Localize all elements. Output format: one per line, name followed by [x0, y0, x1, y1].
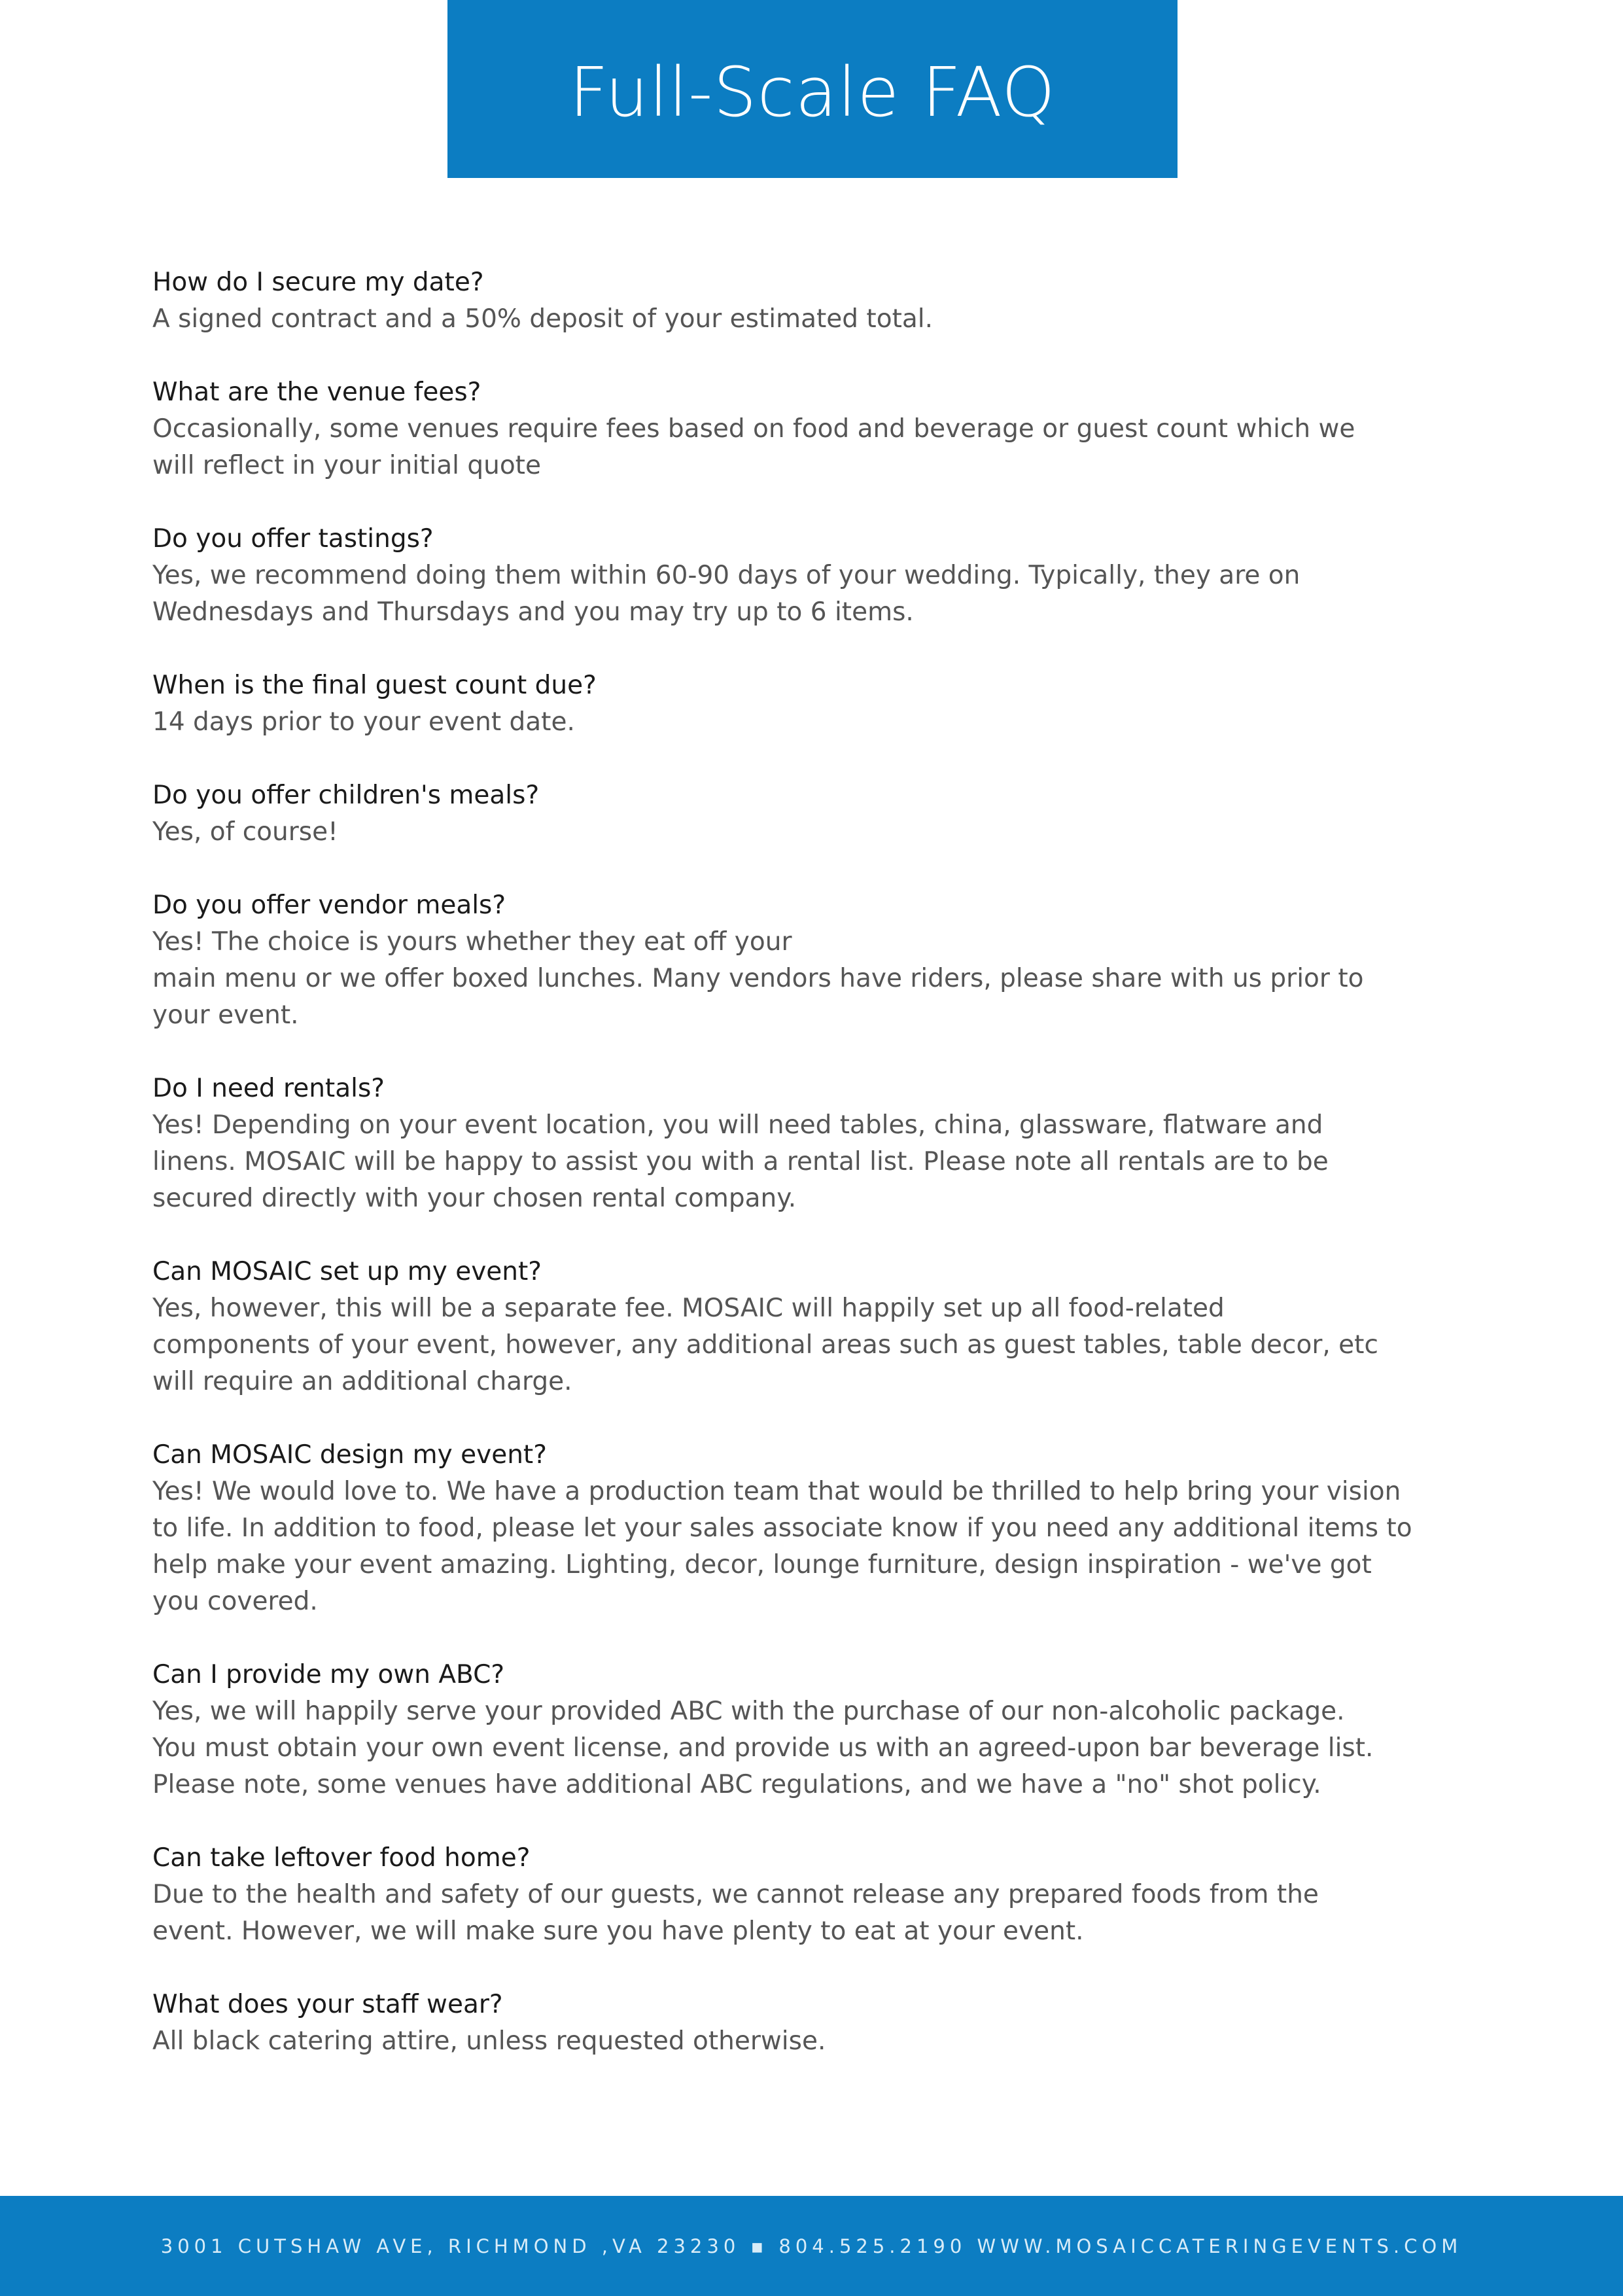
- faq-answer-line: A signed contract and a 50% deposit of your estimated total.: [152, 304, 934, 334]
- faq-answer: [152, 411, 1487, 484]
- faq-item: [152, 1254, 1487, 1400]
- faq-answer-line: 14 days prior to your event date.: [152, 707, 575, 737]
- faq-answer-line: Please note, some venues have additional ABC regulations, and we have a "no" shot policy.: [152, 1770, 1321, 1799]
- faq-question: What does your staff wear?: [152, 1990, 503, 2019]
- faq-answer: [152, 557, 1487, 631]
- faq-question: When is the final guest count due?: [152, 671, 597, 700]
- faq-answer: [152, 1290, 1487, 1400]
- faq-item: [152, 1840, 1487, 1950]
- faq-answer-line: Yes! Depending on your event location, you will need tables, china, glassware, flatware and: [152, 1110, 1323, 1140]
- faq-question: Do you offer tastings?: [152, 524, 434, 554]
- faq-answer-line: Due to the health and safety of our guests, we cannot release any prepared foods from the: [152, 1880, 1319, 1909]
- faq-item: [152, 521, 1487, 631]
- faq-item: [152, 264, 1487, 338]
- faq-answer-line: help make your event amazing. Lighting, decor, lounge furniture, design inspiration - we've got: [152, 1550, 1372, 1580]
- faq-question: What are the venue fees?: [152, 378, 481, 407]
- faq-question: Do I need rentals?: [152, 1074, 385, 1103]
- faq-answer-line: components of your event, however, any additional areas such as guest tables, table decor, etc: [152, 1330, 1378, 1360]
- faq-answer-line: to life. In addition to food, please let your sales associate know if you need any additional items to: [152, 1513, 1412, 1543]
- faq-answer: [152, 301, 1487, 338]
- faq-question: Do you offer children's meals?: [152, 781, 540, 810]
- faq-question: Can MOSAIC design my event?: [152, 1440, 547, 1470]
- faq-answer-line: event. However, we will make sure you have plenty to eat at your event.: [152, 1916, 1084, 1946]
- faq-question: Can MOSAIC set up my event?: [152, 1257, 542, 1286]
- footer-band: [0, 2196, 1623, 2296]
- faq-answer: [152, 1474, 1487, 1620]
- faq-answer-line: secured directly with your chosen rental company.: [152, 1184, 797, 1213]
- faq-answer: [152, 924, 1487, 1034]
- faq-item: [152, 374, 1487, 484]
- faq-question: How do I secure my date?: [152, 268, 484, 297]
- faq-item: [152, 667, 1487, 741]
- faq-answer-line: Yes, we will happily serve your provided ABC with the purchase of our non-alcoholic package.: [152, 1697, 1345, 1726]
- faq-item: [152, 1070, 1487, 1217]
- faq-answer-line: you covered.: [152, 1587, 318, 1616]
- faq-answer-line: You must obtain your own event license, and provide us with an agreed-upon bar beverage list.: [152, 1733, 1374, 1763]
- faq-answer-line: Yes! We would love to. We have a production team that would be thrilled to help bring your vision: [152, 1477, 1401, 1506]
- faq-answer-line: main menu or we offer boxed lunches. Many vendors have riders, please share with us prior to: [152, 964, 1364, 993]
- faq-answer-line: Wednesdays and Thursdays and you may try up to 6 items.: [152, 597, 914, 627]
- footer-contact-text: 3001 CUTSHAW AVE, RICHMOND ,VA 23230 ▪ 804.525.2190 WWW.MOSAICCATERINGEVENTS.COM: [160, 2234, 1463, 2257]
- faq-answer-line: will require an additional charge.: [152, 1367, 572, 1396]
- faq-item: [152, 1987, 1487, 2060]
- faq-item: [152, 777, 1487, 851]
- faq-answer: [152, 814, 1487, 851]
- faq-answer-line: Occasionally, some venues require fees based on food and beverage or guest count which we: [152, 414, 1355, 444]
- faq-answer: [152, 704, 1487, 741]
- faq-answer-line: Yes, however, this will be a separate fee. MOSAIC will happily set up all food-related: [152, 1294, 1225, 1323]
- faq-question: Do you offer vendor meals?: [152, 891, 506, 920]
- faq-answer-line: linens. MOSAIC will be happy to assist you with a rental list. Please note all rentals are to be: [152, 1147, 1329, 1176]
- faq-item: [152, 887, 1487, 1034]
- faq-answer: [152, 2023, 1487, 2060]
- faq-item: [152, 1437, 1487, 1620]
- faq-list: [152, 264, 1487, 2096]
- page-title: Full-Scale FAQ: [569, 52, 1056, 132]
- faq-question: Can I provide my own ABC?: [152, 1660, 505, 1689]
- faq-answer: [152, 1693, 1487, 1803]
- faq-answer: [152, 1107, 1487, 1217]
- faq-answer-line: Yes, we recommend doing them within 60-90 days of your wedding. Typically, they are on: [152, 561, 1300, 590]
- faq-answer-line: your event.: [152, 1000, 299, 1030]
- faq-item: [152, 1657, 1487, 1803]
- faq-answer-line: Yes, of course!: [152, 817, 338, 847]
- title-banner: [447, 0, 1178, 178]
- faq-answer-line: All black catering attire, unless requested otherwise.: [152, 2026, 826, 2056]
- faq-answer-line: will reflect in your initial quote: [152, 451, 541, 480]
- faq-question: Can take leftover food home?: [152, 1843, 531, 1873]
- faq-answer-line: Yes! The choice is yours whether they eat off your: [152, 927, 792, 957]
- faq-answer: [152, 1877, 1487, 1950]
